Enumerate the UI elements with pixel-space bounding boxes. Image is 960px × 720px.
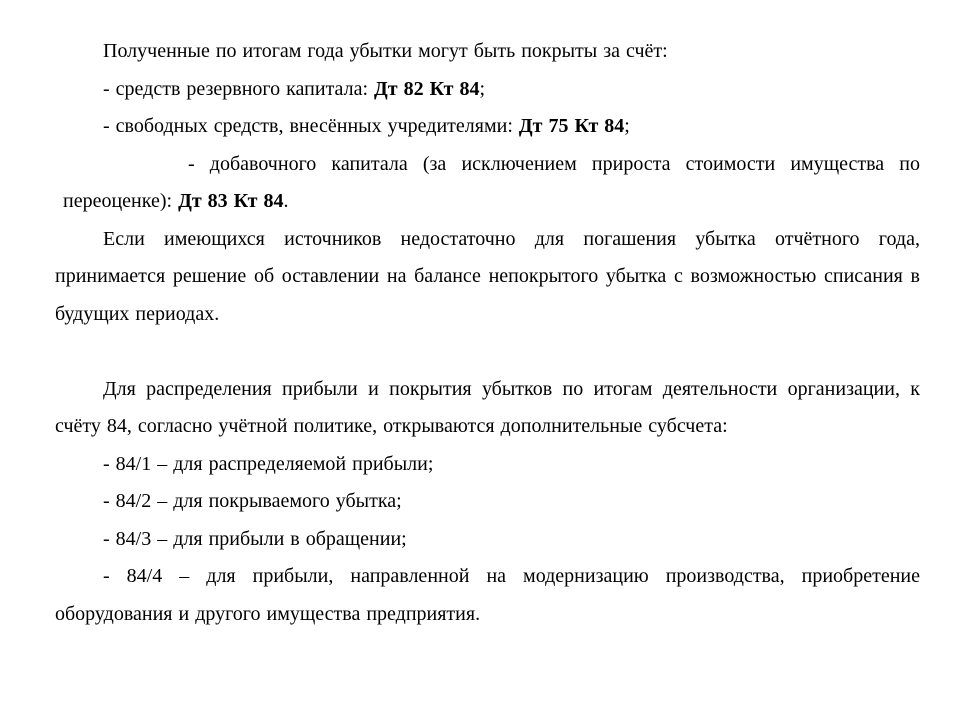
text-run: - 84/3 – для прибыли в обращении; xyxy=(103,527,407,550)
text-run: - 84/4 – для прибыли, направленной на модернизацию производства, приобретение оборудования и другого имущества предприятия. xyxy=(55,565,920,625)
text-run: . xyxy=(283,190,289,212)
paragraph xyxy=(55,371,920,446)
paragraph xyxy=(55,33,920,71)
text-run: - средств резервного капитала: xyxy=(103,77,375,100)
paragraph xyxy=(55,221,920,334)
text-run: Для распределения прибыли и покрытия убытков по итогам деятельности организации, к счёту 84, согласно учётной политике, открываются дополнительные субсчета: xyxy=(55,377,920,437)
text-run: - свободных средств, внесённых учредителями: xyxy=(103,115,519,137)
paragraph xyxy=(55,446,920,484)
text-run: ; xyxy=(479,77,486,100)
bold-text-run: Дт 82 Кт 84 xyxy=(374,77,480,100)
paragraph xyxy=(55,521,920,559)
paragraph xyxy=(55,146,920,221)
blank-line xyxy=(55,333,920,371)
paragraph xyxy=(55,558,920,633)
text-run: - добавочного капитала (за исключением прироста стоимости имущества по переоценке): xyxy=(63,152,920,212)
text-run: ; xyxy=(624,115,630,137)
text-run: - 84/2 – для покрываемого убытка; xyxy=(103,490,402,512)
paragraph xyxy=(55,483,920,521)
text-run: Полученные по итогам года убытки могут быть покрыты за счёт: xyxy=(103,40,668,62)
document-body xyxy=(55,33,920,633)
paragraph xyxy=(55,108,920,146)
bold-text-run: Дт 75 Кт 84 xyxy=(518,115,625,137)
paragraph xyxy=(55,71,920,109)
text-run: - 84/1 – для распределяемой прибыли; xyxy=(103,452,434,475)
bold-text-run: Дт 83 Кт 84 xyxy=(178,190,284,212)
text-run: Если имеющихся источников недостаточно для погашения убытка отчётного года, принимается решение об оставлении на балансе непокрытого убытка с возможностью списания в будущих периодах. xyxy=(55,227,920,325)
